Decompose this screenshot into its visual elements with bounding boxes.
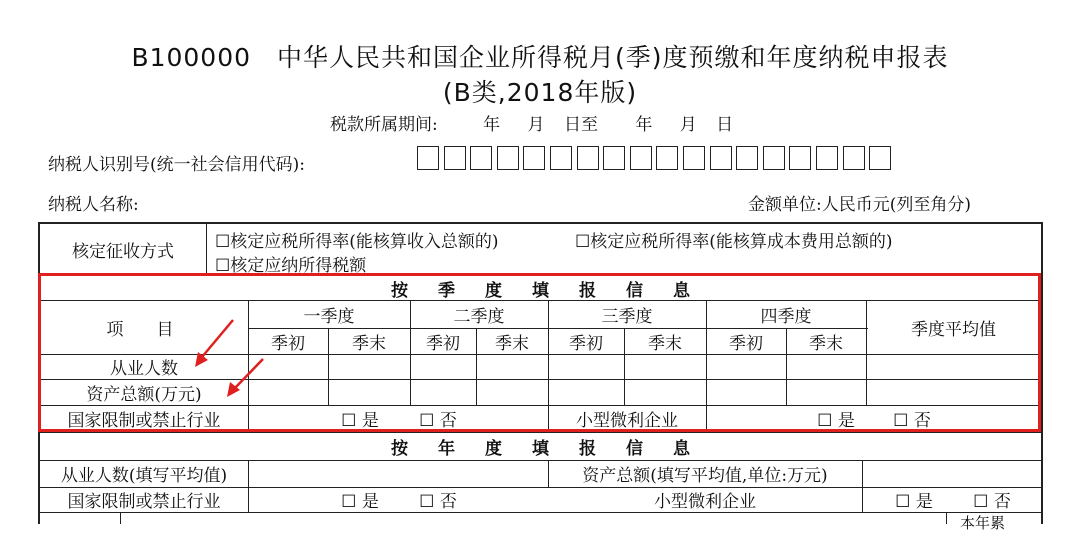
annual-assets-label: 资产总额(填写平均值,单位:万元) <box>582 466 828 486</box>
q1-end-header: 季末 <box>352 333 386 354</box>
taxpayer-id-char-box[interactable] <box>763 146 785 170</box>
q3-header: 三季度 <box>601 306 653 327</box>
currency-unit-label: 金额单位:人民币元(列至角分) <box>748 195 971 215</box>
employees-row-label: 从业人数 <box>110 359 178 379</box>
taxpayer-id-char-box[interactable] <box>710 146 732 170</box>
annotation-arrows <box>185 315 265 400</box>
q4-end-header: 季末 <box>809 333 843 354</box>
taxpayer-id-char-box[interactable] <box>603 146 625 170</box>
form-title-text: 中华人民共和国企业所得税月(季)度预缴和年度纳税申报表 <box>277 43 949 72</box>
restricted-yes-checkbox[interactable]: ☐ 是 <box>341 411 379 431</box>
taxpayer-id-char-box[interactable] <box>683 146 705 170</box>
period-month-end: 月 <box>679 115 697 135</box>
form-title <box>0 38 1080 74</box>
q3-end-header: 季末 <box>648 333 682 354</box>
restricted-no-checkbox[interactable]: ☐ 否 <box>419 411 457 431</box>
small-enterprise-no-checkbox[interactable]: ☐ 否 <box>893 411 931 431</box>
taxpayer-id-char-box[interactable] <box>417 146 439 170</box>
q4-header: 四季度 <box>760 306 812 327</box>
taxpayer-id-char-box[interactable] <box>869 146 891 170</box>
taxpayer-id-char-box[interactable] <box>656 146 678 170</box>
annual-restricted-label: 国家限制或禁止行业 <box>67 492 221 512</box>
quarter-average-header: 季度平均值 <box>911 319 996 340</box>
arrow-employees-icon <box>202 320 233 357</box>
taxpayer-name-label: 纳税人名称: <box>48 195 139 215</box>
period-day-end: 日 <box>716 115 734 135</box>
levy-method-label: 核定征收方式 <box>72 241 174 262</box>
taxpayer-id-char-box[interactable] <box>497 146 519 170</box>
assets-row-label: 资产总额(万元) <box>86 384 202 405</box>
taxpayer-id-char-box[interactable] <box>444 146 466 170</box>
taxpayer-id-char-box[interactable] <box>577 146 599 170</box>
taxpayer-id-char-box[interactable] <box>816 146 838 170</box>
taxpayer-id-char-box[interactable] <box>736 146 758 170</box>
levy-option-fixed-tax[interactable]: ☐核定应纳所得税额 <box>215 256 367 276</box>
taxpayer-id-char-box[interactable] <box>470 146 492 170</box>
levy-option-income-rate[interactable]: ☐核定应税所得率(能核算收入总额的) <box>215 232 499 252</box>
q2-end-header: 季末 <box>495 333 529 354</box>
taxpayer-id-char-box[interactable] <box>550 146 572 170</box>
period-label: 税款所属期间: <box>330 115 438 135</box>
taxpayer-id-char-box[interactable] <box>630 146 652 170</box>
annual-employees-label: 从业人数(填写平均值) <box>60 466 228 486</box>
arrow-assets-icon <box>234 359 263 389</box>
form-subtitle: (B类,2018年版) <box>442 78 638 107</box>
taxpayer-id-char-box[interactable] <box>789 146 811 170</box>
taxpayer-id-boxes[interactable] <box>417 146 896 170</box>
q3-start-header: 季初 <box>569 333 603 354</box>
period-day-to: 日至 <box>563 115 598 135</box>
q1-header: 一季度 <box>303 306 355 327</box>
quarter-section-heading: 按季度填报信息 <box>391 280 720 301</box>
annual-small-yes-checkbox[interactable]: ☐ 是 <box>895 492 933 512</box>
levy-option-cost-rate[interactable]: ☐核定应税所得率(能核算成本费用总额的) <box>575 232 893 252</box>
annual-cumulative-header: 本年累 <box>960 514 1006 532</box>
taxpayer-id-label: 纳税人识别号(统一社会信用代码): <box>48 155 305 175</box>
small-enterprise-label: 小型微利企业 <box>576 411 678 431</box>
annual-restricted-no-checkbox[interactable]: ☐ 否 <box>419 492 457 512</box>
q4-start-header: 季初 <box>729 333 763 354</box>
period-year-end: 年 <box>635 115 653 135</box>
annual-small-enterprise-label: 小型微利企业 <box>654 492 756 512</box>
small-enterprise-yes-checkbox[interactable]: ☐ 是 <box>817 411 855 431</box>
taxpayer-id-char-box[interactable] <box>523 146 545 170</box>
form-code: B100000 <box>131 43 252 72</box>
tax-period <box>330 110 733 135</box>
period-year-start: 年 <box>483 115 501 135</box>
period-month-start: 月 <box>527 115 545 135</box>
annual-small-no-checkbox[interactable]: ☐ 否 <box>973 492 1011 512</box>
arrow-employees-head-icon <box>195 352 208 367</box>
annual-restricted-yes-checkbox[interactable]: ☐ 是 <box>341 492 379 512</box>
restricted-industry-label: 国家限制或禁止行业 <box>67 411 221 431</box>
q1-start-header: 季初 <box>271 333 305 354</box>
annual-section-heading: 按年度填报信息 <box>391 439 720 459</box>
item-header: 项 目 <box>106 319 182 340</box>
q2-header: 二季度 <box>453 306 505 327</box>
q2-start-header: 季初 <box>426 333 460 354</box>
taxpayer-id-char-box[interactable] <box>843 146 865 170</box>
